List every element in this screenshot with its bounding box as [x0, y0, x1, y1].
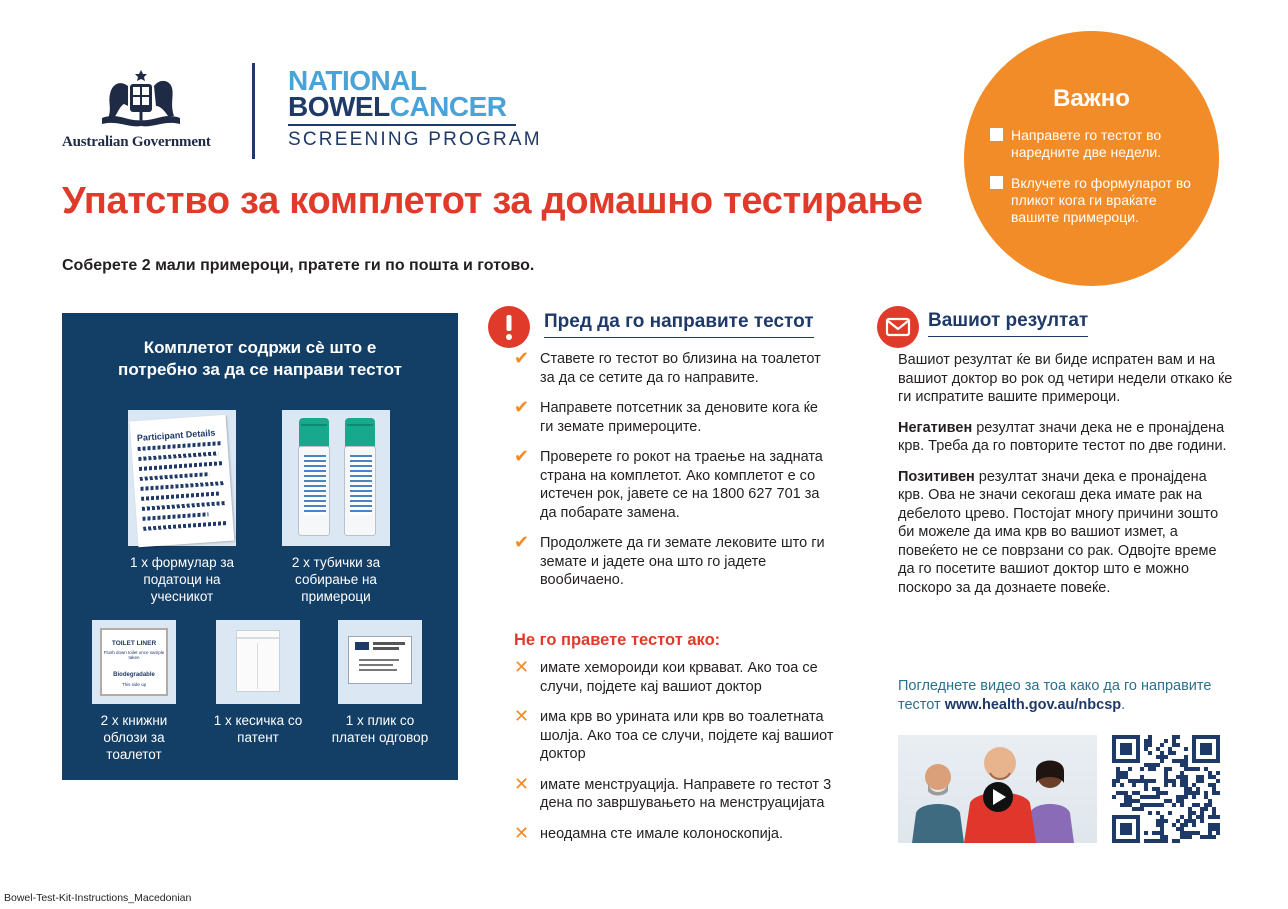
negative-label: Негативен — [898, 419, 973, 436]
exclamation-glyph — [488, 306, 530, 348]
page-subtitle: Соберете 2 мали примероци, пратете ги по пошта и готово. — [62, 257, 535, 274]
form-title: Participant Details — [136, 427, 216, 444]
toilet-liner — [100, 628, 168, 696]
exclamation-icon — [488, 306, 530, 348]
kit-item-caption: 1 х плик со платен одговор — [331, 713, 429, 745]
list-item — [514, 448, 834, 522]
australian-government-logo — [62, 66, 222, 156]
collection-tubes-image — [282, 410, 390, 546]
video-link[interactable]: www.health.gov.au/nbcsp — [944, 696, 1122, 713]
zip-bag-image — [216, 620, 300, 704]
list-item-text: Продолжете да ги земате лековите што ги земате и јадете она што го јадете вообичаено. — [540, 535, 825, 588]
envelope-icon — [877, 306, 919, 348]
nbcsp-bowel: BOWEL — [288, 91, 390, 122]
video-text-end: . — [1121, 696, 1126, 713]
list-item — [514, 350, 834, 387]
zip-bag — [236, 630, 280, 692]
list-item — [514, 659, 836, 696]
form-row — [142, 501, 226, 511]
check-icon: ✔ — [514, 446, 530, 466]
document-footer: Bowel-Test-Kit-Instructions_Macedonian — [4, 892, 192, 904]
list-item — [514, 708, 836, 764]
kit-item-caption: 1 х формулар за податоци на учесникот — [129, 555, 235, 604]
checkbox-icon — [990, 176, 1003, 189]
dont-test-list — [514, 659, 836, 843]
important-title: Важно — [1053, 85, 1130, 112]
toilet-liner-image — [92, 620, 176, 704]
nbcsp-bowel-cancer — [288, 91, 528, 122]
cross-icon: ✕ — [514, 657, 530, 677]
form-row — [138, 451, 218, 461]
important-item-text: Вклучете го формуларот во пликот кога ги враќате вашите примероци. — [1011, 175, 1191, 225]
checkbox-icon — [990, 128, 1003, 141]
cross-icon: ✕ — [514, 706, 530, 726]
qr-code[interactable] — [1112, 735, 1220, 843]
liner-sub: Flush down toilet once sample taken — [103, 650, 165, 660]
qr-code-pattern — [1112, 735, 1220, 843]
kit-item-caption: 2 х книжни облози за тоалетот — [100, 713, 168, 762]
list-item-text: Ставете го тестот во близина на тоалетот за да се сетите да го направите. — [540, 351, 821, 386]
video-thumbnail[interactable] — [898, 735, 1097, 843]
form-row — [138, 441, 222, 451]
kit-contents-panel — [62, 313, 458, 780]
nbcsp-cancer: CANCER — [389, 91, 507, 122]
important-callout — [964, 31, 1219, 286]
form-row — [139, 461, 223, 471]
liner-title: TOILET LINER — [111, 640, 157, 647]
government-name: Australian Government — [62, 134, 211, 150]
important-item — [990, 175, 1198, 226]
kit-item-caption: 2 х тубички за собирање на примероци — [291, 555, 381, 604]
video-text — [898, 677, 1228, 714]
form-paper — [130, 415, 235, 547]
list-item-text: Проверете го рокот на траење на задната страна на комплетот. Ако комплетот е со истечен рок, јавете се на 1800 627 701 за да побарате замена. — [540, 449, 823, 521]
kit-heading — [62, 337, 458, 381]
list-item-text: неодамна сте имале колоноскопија. — [540, 825, 784, 842]
liner-bio: Biodegradable — [113, 672, 155, 678]
important-item — [990, 127, 1198, 161]
result-text — [898, 351, 1233, 609]
page-title: Упатство за комплетот за домашно тестирање — [62, 180, 923, 222]
before-test-list — [514, 350, 834, 590]
result-negative — [898, 419, 1233, 456]
list-item-text: Направете потсетник за деновите кога ќе ги земате примероците. — [540, 400, 818, 435]
participant-form-image — [128, 410, 236, 546]
envelope-glyph — [877, 306, 919, 348]
positive-label: Позитивен — [898, 468, 975, 485]
form-row — [143, 521, 227, 531]
result-positive — [898, 468, 1233, 598]
result-title: Вашиот резултат — [928, 310, 1088, 337]
important-item-text: Направете го тестот во наредните две недели. — [1011, 127, 1162, 160]
dont-test-title: Не го правете тестот ако: — [514, 631, 721, 649]
video-text-label: Погледнете видео за тоа како да го направите тестот — [898, 678, 1212, 713]
collection-tube — [296, 418, 332, 536]
liner-side: This side up — [121, 682, 147, 687]
kit-heading-text: Комплетот содржи сè што е потребно за да се направи тестот — [118, 338, 402, 379]
nbcsp-screening-program: SCREENING PROGRAM — [288, 129, 542, 150]
list-item — [514, 822, 836, 844]
kit-item-caption: 1 х кесичка со патент — [213, 713, 303, 745]
reply-envelope — [348, 636, 412, 684]
cross-icon: ✕ — [514, 773, 530, 794]
list-item-text: имате менструација. Направете го тестот 3 дена по завршувањето на менструацијата — [540, 776, 832, 811]
collection-tube — [342, 418, 378, 536]
form-row — [142, 512, 208, 521]
list-item — [514, 773, 836, 813]
important-list — [990, 127, 1198, 240]
check-icon: ✔ — [514, 348, 530, 368]
form-row — [140, 472, 210, 481]
cross-icon: ✕ — [514, 822, 530, 843]
before-test-title: Пред да го направите тестот — [544, 311, 814, 338]
list-item — [514, 534, 834, 590]
coat-of-arms-icon — [98, 66, 184, 130]
form-row — [141, 491, 219, 500]
negative-text: резултат значи дека не е пронајдена крв. Треба да го повторите тестот по две години. — [898, 419, 1227, 454]
check-icon: ✔ — [514, 397, 530, 417]
list-item-text: има крв во урината или крв во тоалетната шолја. Ако тоа се случи, појдете кај вашиот доктор — [540, 709, 834, 762]
nbcsp-rule — [288, 124, 516, 126]
reply-envelope-image — [338, 620, 422, 704]
nbcsp-logo — [288, 65, 542, 151]
nbcsp-national: NATIONAL — [288, 65, 427, 96]
list-item — [514, 399, 834, 436]
video-people-illustration — [898, 735, 1097, 843]
result-intro: Вашиот резултат ќе ви биде испратен вам и на вашиот доктор во рок од четири недели откако ќе ги испратите вашите примероци. — [898, 352, 1233, 405]
check-icon: ✔ — [514, 532, 530, 552]
logo-divider — [252, 63, 255, 159]
positive-text: резултат значи дека е пронајдена крв. Ова не значи секогаш дека имате рак на дебелото црево. Постојат многу причини зошто би можеле да има крв во вашиот измет, а повеќето не се поврзани со рак. Одвојте време да го посетите вашиот доктор што е можно поскоро за да дознаете повеќе. — [898, 468, 1219, 596]
form-row — [140, 481, 224, 491]
list-item-text: имате хемороиди кои крвават. Ако тоа се случи, појдете кај вашиот доктор — [540, 660, 818, 695]
